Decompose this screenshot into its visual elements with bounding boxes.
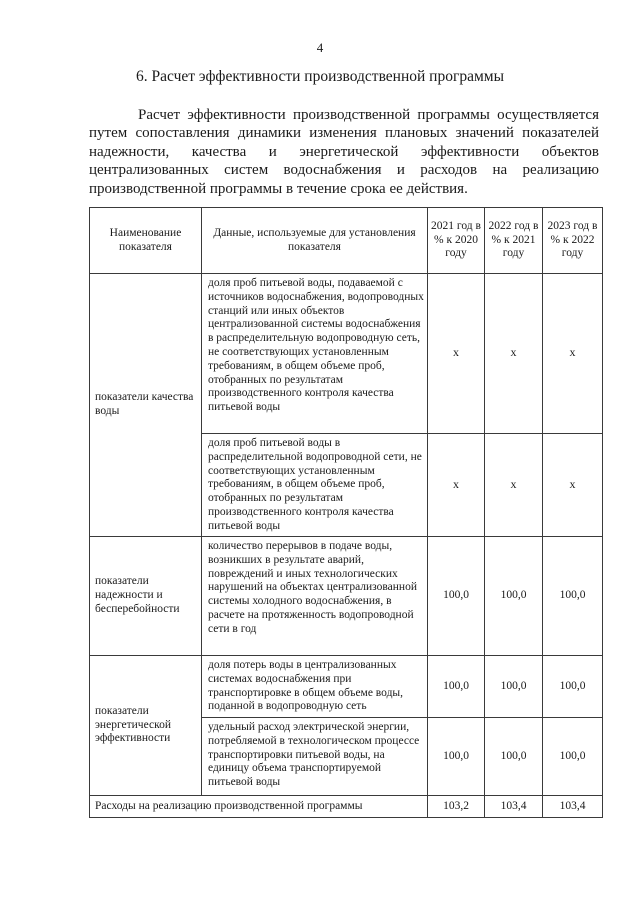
row-description: доля проб питьевой воды, подаваемой с источников водоснабжения, водопроводных станций или иных объектов централизованной системы водоснабжения в распределительную водопроводную сеть, не соответствующих установленным требованиям, в общем объеме проб, отобранных по результатам производственного контроля качества питьевой воды	[202, 274, 428, 434]
header-2023: 2023 год в % к 2022 году	[543, 208, 603, 274]
value-2021	[428, 434, 485, 537]
row-description: доля потерь воды в централизованных системах водоснабжения при транспортировке в общем объеме воды, поданной в водопроводную сеть	[202, 656, 428, 718]
table-header-row	[90, 208, 603, 274]
x-mark-icon: x	[510, 476, 517, 491]
group-label-water-quality: показатели качества воды	[90, 274, 202, 537]
total-label: Расходы на реализацию производственной программы	[90, 796, 428, 818]
x-mark-icon: x	[569, 476, 576, 491]
value-2021: 100,0	[428, 656, 485, 718]
x-mark-icon: x	[453, 345, 459, 360]
total-2021: 103,2	[428, 796, 485, 818]
value-2023	[543, 434, 603, 537]
value-2022	[485, 274, 543, 434]
value-2022	[485, 434, 543, 537]
group-label-energy-efficiency: показатели энергетической эффективности	[90, 656, 202, 796]
value-2023: 100,0	[543, 656, 603, 718]
header-2022: 2022 год в % к 2021 году	[485, 208, 543, 274]
value-2021: 100,0	[428, 718, 485, 796]
row-description: количество перерывов в подаче воды, возникших в результате аварий, повреждений и иных технологических нарушений на объектах централизованной системы холодного водоснабжения, в расчете на протяженность водопроводной сети в год	[202, 537, 428, 656]
efficiency-table	[89, 207, 603, 818]
header-indicator-name: Наименование показателя	[90, 208, 202, 274]
header-data-used: Данные, используемые для установления показателя	[202, 208, 428, 274]
section-title: 6. Расчет эффективности производственной программы	[136, 68, 504, 85]
value-2021: 100,0	[428, 537, 485, 656]
table-row	[90, 274, 603, 434]
value-2021	[428, 274, 485, 434]
total-2023: 103,4	[543, 796, 603, 818]
value-2023: 100,0	[543, 718, 603, 796]
value-2022: 100,0	[485, 718, 543, 796]
row-description: удельный расход электрической энергии, потребляемой в технологическом процессе транспортировки питьевой воды, на единицу объема транспортируемой питьевой воды	[202, 718, 428, 796]
page-number: 4	[316, 40, 324, 55]
row-description: доля проб питьевой воды в распределительной водопроводной сети, не соответствующих установленным требованиям, в общем объеме проб, отобранных по результатам производственного контроля качества питьевой воды	[202, 434, 428, 537]
group-label-reliability: показатели надежности и бесперебойности	[90, 537, 202, 656]
value-2023	[543, 274, 603, 434]
x-mark-icon: x	[569, 345, 576, 360]
intro-paragraph: Расчет эффективности производственной программы осуществляется путем сопоставления динамики изменения плановых значений показателей надежности, качества и энергетической эффективности объектов централизованных систем водоснабжения и расходов на реализацию производственной программы в течение срока ее действия.	[89, 107, 599, 197]
value-2022: 100,0	[485, 656, 543, 718]
x-mark-icon: x	[510, 345, 517, 360]
table-total-row	[90, 796, 603, 818]
x-mark-icon: x	[453, 476, 459, 491]
header-2021: 2021 год в % к 2020 году	[428, 208, 485, 274]
total-2022: 103,4	[485, 796, 543, 818]
table-row	[90, 656, 603, 718]
value-2023: 100,0	[543, 537, 603, 656]
table-row	[90, 537, 603, 656]
value-2022: 100,0	[485, 537, 543, 656]
